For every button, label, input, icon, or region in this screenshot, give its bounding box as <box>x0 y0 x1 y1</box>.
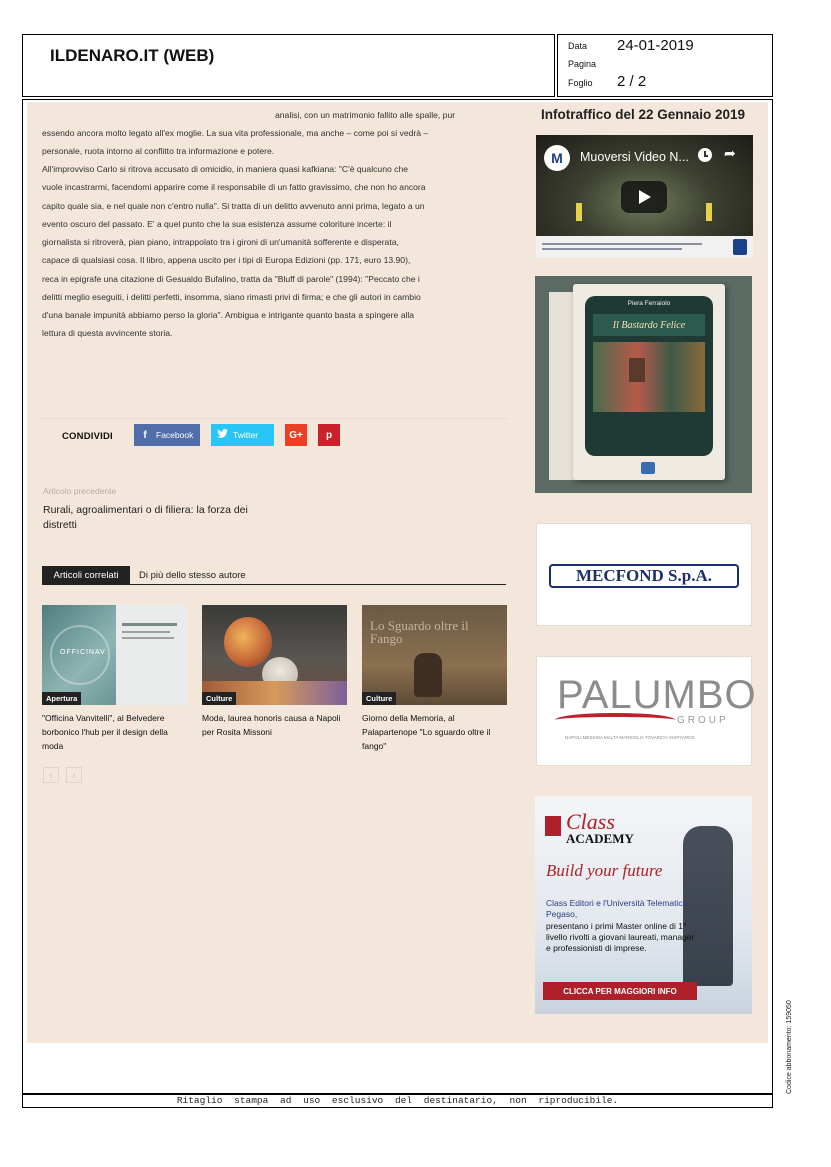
related-title-3[interactable]: Giorno della Memoria, al Palapartenope "Lo sguardo oltre il fango" <box>362 713 491 751</box>
category-badge[interactable]: Culture <box>362 692 396 705</box>
category-badge[interactable]: Apertura <box>42 692 81 705</box>
share-label: CONDIVIDI <box>62 431 113 442</box>
article-line: essendo ancora molto legato all'ex moglie. La sua vita professionale, ma anche – come poi si vedrà – <box>42 128 429 138</box>
twitter-share-button[interactable] <box>211 424 274 446</box>
book-author: Piera Ferraiolo <box>627 300 671 307</box>
twitter-label: Twitter <box>233 430 259 440</box>
mecfond-ad[interactable] <box>536 523 752 626</box>
article-line: evento oscuro del passato. E' a quel punto che la sua esistenza assume coloriture incerte: il <box>42 219 392 229</box>
class-slogan: Build your future <box>546 861 663 880</box>
publisher-logo <box>641 462 655 474</box>
facebook-label: Facebook <box>156 430 194 440</box>
channel-logo: M <box>544 145 570 171</box>
clock-icon[interactable] <box>698 148 712 162</box>
article-line: analisi, con un matrimonio fallito alle spalle, pur <box>275 110 456 120</box>
twitter-icon <box>211 429 233 441</box>
article-line: capito quale sia, e nel quale non c'entro nulla". Si tratta di un delitto avvenuto anni prima, legato a un <box>42 201 425 211</box>
article-line: reca in epigrafe una citazione di Gesualdo Bufalino, tratta da "Bluff di parole" (1994): "Peccato che i <box>42 274 420 284</box>
lamp-image <box>224 617 272 667</box>
class-logo-2: ACADEMY <box>566 831 634 846</box>
related-thumb-2[interactable] <box>202 605 347 705</box>
class-logo-icon <box>545 816 561 836</box>
palumbo-group: GROUP <box>677 715 729 726</box>
channel-mini-logo <box>733 239 747 255</box>
pinterest-share-button[interactable] <box>318 424 340 446</box>
class-academy-ad[interactable] <box>535 796 752 1014</box>
related-title-1[interactable]: "Officina Vanvitelli", al Belvedere borbonico l'hub per il design della moda <box>42 713 168 751</box>
figure-image <box>414 653 442 697</box>
poster-title: Lo Sguardo oltre il Fango <box>370 618 469 646</box>
doc-line <box>122 631 170 633</box>
pagina-label: Pagina <box>568 59 597 69</box>
previous-article-label: Articolo precedente <box>43 486 117 496</box>
article-line: giornalista si ritroverà, pian piano, intrappolato tra i gironi di un'umanità sofferente e disperata, <box>42 237 399 247</box>
tab-more-from-author[interactable]: Di più dello stesso autore <box>139 570 246 581</box>
tab-related-articles[interactable]: Articoli correlati <box>42 566 130 585</box>
doc-line <box>122 623 177 626</box>
article-line: lettura di questa avvincente storia. <box>42 328 173 338</box>
tunnel-light <box>706 203 712 221</box>
article-line: d'una banale impunità abbiamo perso la gloria". Ambigua e intrigante quanto basta a spingere alla <box>42 310 415 320</box>
article-line: All'improvviso Carlo si ritrova accusato di omicidio, in maniera quasi kafkiana: "C'è qualcuno che <box>42 164 409 174</box>
footer-notice: Ritaglio stampa ad uso esclusivo del destinatario, non riproducibile. <box>22 1094 773 1108</box>
pinterest-icon: p <box>325 429 333 441</box>
related-thumb-3[interactable] <box>362 605 507 705</box>
foglio-value: 2 / 2 <box>617 73 647 90</box>
site-title: ILDENARO.IT (WEB) <box>50 46 215 65</box>
related-thumb-1[interactable] <box>42 605 187 705</box>
tabs-underline <box>42 584 506 585</box>
sidebar-title: Infotraffico del 22 Gennaio 2019 <box>541 107 746 122</box>
class-cta-button[interactable]: CLICCA PER MAGGIORI INFO <box>543 982 697 1000</box>
class-text-1: Class Editori e l'Università Telematica Pegaso, <box>546 898 688 919</box>
palumbo-cities: NAPOLI MESSINA MALTA MARSIGLIA TOVARICH SHIPYARDS <box>565 735 695 740</box>
previous-article-link[interactable]: Rurali, agroalimentari o di filiera: la forza dei distretti <box>43 504 248 531</box>
palumbo-ad[interactable] <box>536 656 757 766</box>
article-line: vuole incastrarmi, facendomi apparire come il responsabile di un fatto gravissimo, che non ho ancora <box>42 182 426 192</box>
video-embed[interactable] <box>536 135 753 258</box>
gplus-share-button[interactable] <box>285 424 307 446</box>
play-button[interactable] <box>621 181 667 213</box>
related-title-2[interactable]: Moda, laurea honoris causa a Napoli per Rosita Missoni <box>202 713 341 737</box>
facebook-icon: f <box>143 429 147 441</box>
article-line: personale, ruota intorno al conflitto tra informazione e potere. <box>42 146 275 156</box>
palumbo-swoosh <box>555 713 675 727</box>
class-logo: Class <box>566 809 615 834</box>
share-icon[interactable]: ➦ <box>724 145 736 161</box>
category-badge[interactable]: Culture <box>202 692 236 705</box>
tunnel-light <box>576 203 582 221</box>
video-caption-strip <box>536 236 753 258</box>
next-page-button[interactable]: › <box>66 767 82 783</box>
foglio-label: Foglio <box>568 78 593 88</box>
subscription-code: Codice abbonamento: 159050 <box>786 1000 793 1094</box>
prev-page-button[interactable]: ‹ <box>43 767 59 783</box>
facebook-share-button[interactable] <box>134 424 200 446</box>
book-ad[interactable] <box>535 276 752 493</box>
doc-line <box>122 637 174 639</box>
book-title: Il Bastardo Felice <box>593 314 705 336</box>
gplus-icon: G+ <box>289 429 303 441</box>
book-cover <box>573 284 725 480</box>
article-line: delitti meglio eseguiti, i delitti perfetti, insomma, siano rimasti privi di firma; e che gli autori in cambio <box>42 292 421 302</box>
shop-front <box>585 296 713 456</box>
officina-image <box>42 605 116 705</box>
officina-logo-text: OFFICINAV <box>60 649 106 656</box>
article-line: capace di qualsiasi cosa. Il libro, appena uscito per i tipi di Europa Edizioni (pp. 171, euro 13.90), <box>42 255 411 265</box>
shop-window <box>593 342 705 412</box>
play-icon <box>639 190 651 204</box>
data-label: Data <box>568 41 588 51</box>
data-value: 24-01-2019 <box>617 37 694 54</box>
author-photo <box>629 358 645 382</box>
video-title: Muoversi Video N... <box>580 150 689 164</box>
mecfond-logo: MECFOND S.p.A. <box>549 564 739 588</box>
palumbo-logo: PALUMBO <box>557 673 757 717</box>
class-text-2: presentano i primi Master online di 1° livello rivolti a giovani laureati, manager e professionisti di imprese. <box>546 921 695 953</box>
